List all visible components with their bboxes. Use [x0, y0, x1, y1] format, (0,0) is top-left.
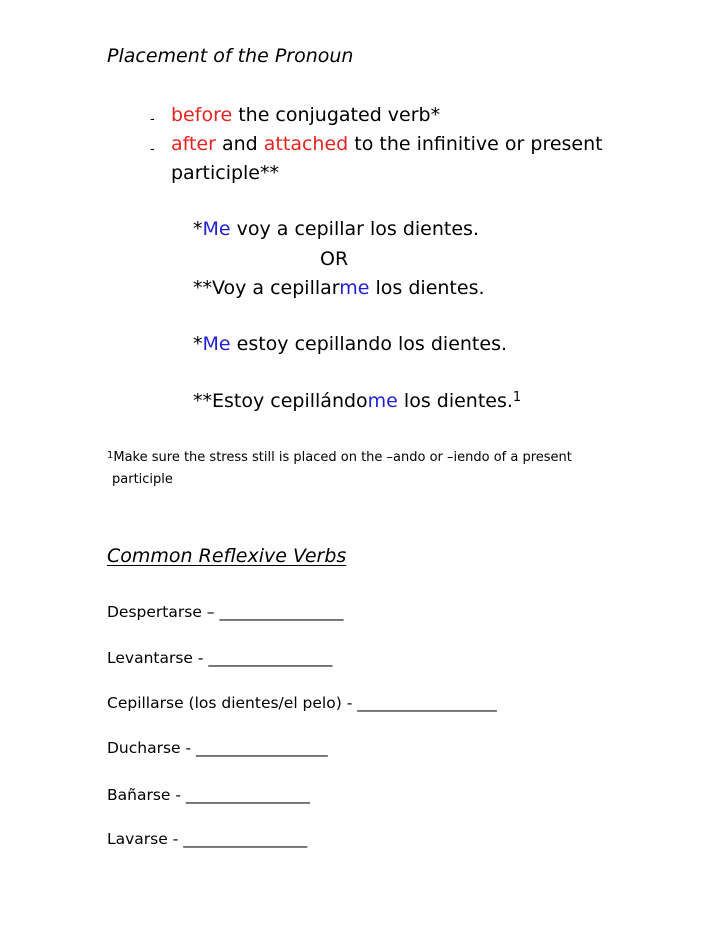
pronoun-me: me	[367, 390, 398, 412]
rule-before-conjugated	[171, 104, 440, 126]
rule-continuation: participle**	[171, 162, 279, 184]
verb-fill-in-lavarse	[107, 830, 307, 848]
example-separator-or: OR	[320, 248, 349, 270]
rule-bullet: -	[150, 112, 155, 127]
example-prefix: **Voy a cepillar	[193, 277, 340, 299]
verb-fill-in-cepillarse	[107, 694, 497, 712]
keyword-before: before	[171, 104, 233, 126]
verb-label: Levantarse -	[107, 649, 209, 667]
verb-label: Lavarse -	[107, 830, 184, 848]
example-rest: los dientes.	[397, 390, 513, 412]
answer-blank[interactable]: ________________	[208, 649, 333, 667]
pronoun-me: Me	[202, 333, 231, 355]
example-sentence	[193, 218, 479, 240]
answer-blank[interactable]: ________________	[183, 830, 308, 848]
footnote-text: Make sure the stress still is placed on the –ando or –iendo of a present	[113, 450, 572, 465]
footnote-mark: 1	[107, 450, 114, 461]
example-prefix: **Estoy cepillándo	[193, 390, 368, 412]
section-title-reflexive-verbs: Common Reflexive Verbs	[107, 545, 347, 567]
answer-blank[interactable]: _________________	[196, 739, 328, 757]
answer-blank[interactable]: ________________	[219, 603, 344, 621]
example-rest: voy a cepillar los dientes.	[230, 218, 479, 240]
verb-label: Ducharse -	[107, 739, 197, 757]
example-rest: los dientes.	[369, 277, 485, 299]
example-sentence	[193, 333, 507, 355]
pronoun-me: Me	[202, 218, 231, 240]
rule-text: the conjugated verb*	[232, 104, 441, 126]
verb-label: Bañarse -	[107, 786, 186, 804]
rule-after-attached	[171, 133, 603, 155]
rule-text: and	[215, 133, 264, 155]
example-sentence	[193, 390, 521, 412]
verb-fill-in-despertarse	[107, 603, 343, 621]
rule-bullet: -	[150, 142, 155, 157]
example-prefix: *	[193, 218, 203, 240]
answer-blank[interactable]: ________________	[185, 786, 310, 804]
example-rest: estoy cepillando los dientes.	[230, 333, 508, 355]
keyword-after: after	[171, 133, 216, 155]
verb-label: Cepillarse (los dientes/el pelo) -	[107, 694, 358, 712]
example-prefix: *	[193, 333, 203, 355]
example-sentence	[193, 277, 485, 299]
footnote-line: participle	[112, 472, 173, 487]
footnote-line	[107, 445, 572, 469]
pronoun-me: me	[339, 277, 370, 299]
verb-fill-in-ducharse	[107, 739, 328, 757]
footnote-mark: 1	[512, 390, 522, 405]
section-title-pronoun-placement: Placement of the Pronoun	[107, 45, 354, 67]
verb-fill-in-banarse	[107, 786, 310, 804]
verb-fill-in-levantarse	[107, 649, 332, 667]
rule-text: to the infinitive or present	[348, 133, 603, 155]
answer-blank[interactable]: __________________	[357, 694, 497, 712]
verb-label: Despertarse –	[107, 603, 220, 621]
footnote	[107, 445, 572, 491]
keyword-attached: attached	[263, 133, 349, 155]
